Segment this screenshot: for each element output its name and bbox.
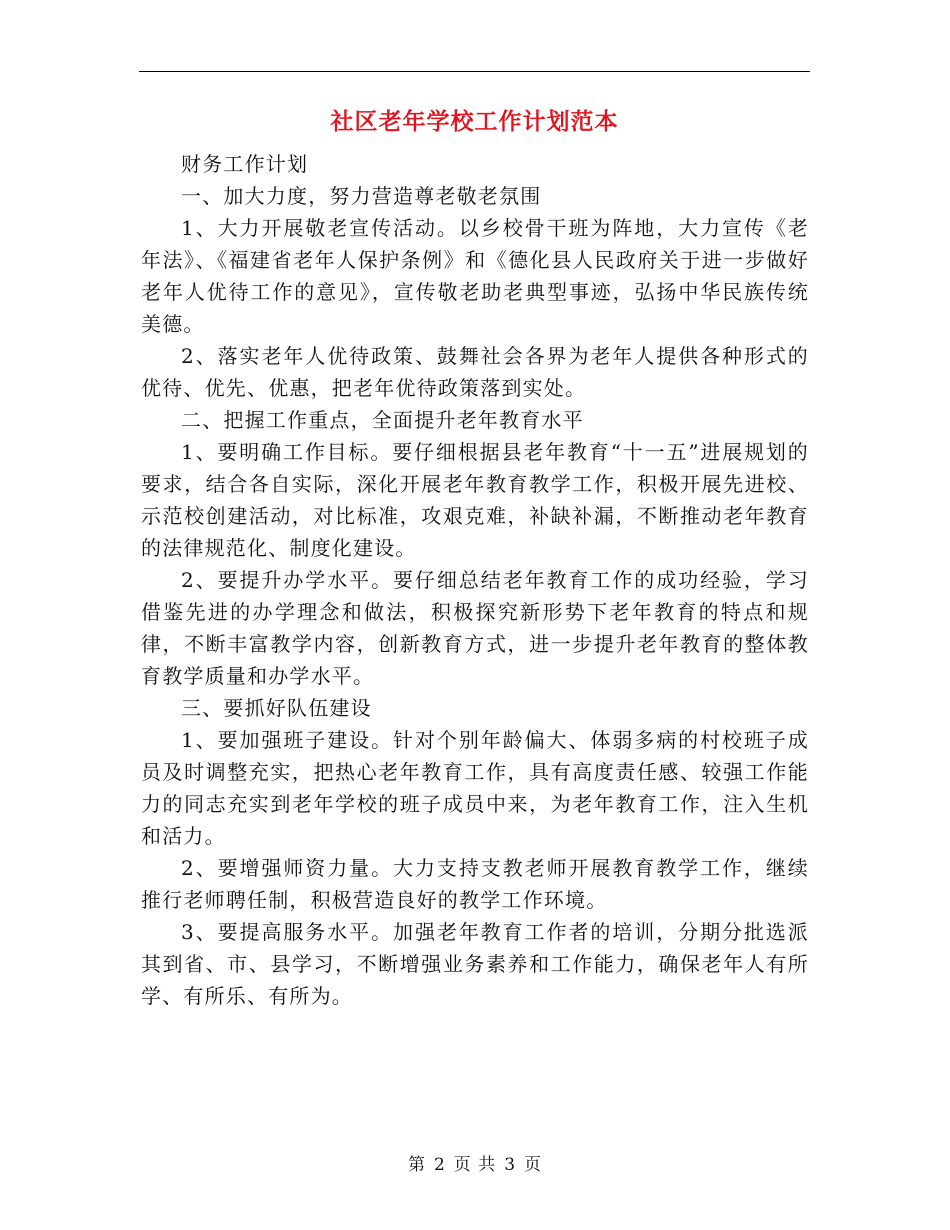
page-footer bbox=[0, 1154, 950, 1176]
footer-page-number: 2 bbox=[433, 1155, 446, 1175]
footer-middle: 页 共 bbox=[453, 1155, 497, 1175]
paragraph: 2、要增强师资力量。大力支持支教老师开展教育教学工作，继续推行老师聘任制，积极营造良好的教学工作环境。 bbox=[141, 856, 809, 912]
document-title: 社区老年学校工作计划范本 bbox=[330, 108, 619, 135]
section-heading: 财务工作计划 bbox=[181, 152, 309, 176]
footer-prefix: 第 bbox=[407, 1155, 426, 1175]
paragraph: 2、要提升办学水平。要仔细总结老年教育工作的成功经验，学习借鉴先进的办学理念和做法，积极探究新形势下老年教育的特点和规律，不断丰富教学内容，创新教育方式，进一步提升老年教育的整体教育教学质量和办学水平。 bbox=[141, 568, 809, 688]
document-body bbox=[141, 148, 809, 1012]
paragraph: 1、要明确工作目标。要仔细根据县老年教育“十一五”进展规划的要求，结合各自实际，深化开展老年教育教学工作，积极开展先进校、示范校创建活动，对比标准，攻艰克难，补缺补漏，不断推动老年教育的法律规范化、制度化建设。 bbox=[141, 440, 809, 560]
footer-total-pages: 3 bbox=[504, 1155, 517, 1175]
footer-suffix: 页 bbox=[524, 1155, 543, 1175]
header-rule bbox=[139, 71, 810, 72]
section-heading: 一、加大力度，努力营造尊老敬老氛围 bbox=[181, 184, 542, 208]
section-heading: 二、把握工作重点，全面提升老年教育水平 bbox=[181, 408, 584, 432]
paragraph: 2、落实老年人优待政策、鼓舞社会各界为老年人提供各种形式的优待、优先、优惠，把老年优待政策落到实处。 bbox=[141, 344, 809, 400]
paragraph: 3、要提高服务水平。加强老年教育工作者的培训，分期分批选派其到省、市、县学习，不断增强业务素养和工作能力，确保老年人有所学、有所乐、有所为。 bbox=[141, 920, 809, 1008]
paragraph: 1、大力开展敬老宣传活动。以乡校骨干班为阵地，大力宣传《老年法》、《福建省老年人保护条例》和《德化县人民政府关于进一步做好老年人优待工作的意见》，宣传敬老助老典型事迹，弘扬中华民族传统美德。 bbox=[141, 216, 809, 336]
paragraph: 1、要加强班子建设。针对个别年龄偏大、体弱多病的村校班子成员及时调整充实，把热心老年教育工作，具有高度责任感、较强工作能力的同志充实到老年学校的班子成员中来，为老年教育工作，注入生机和活力。 bbox=[141, 728, 809, 848]
section-heading: 三、要抓好队伍建设 bbox=[181, 696, 372, 720]
